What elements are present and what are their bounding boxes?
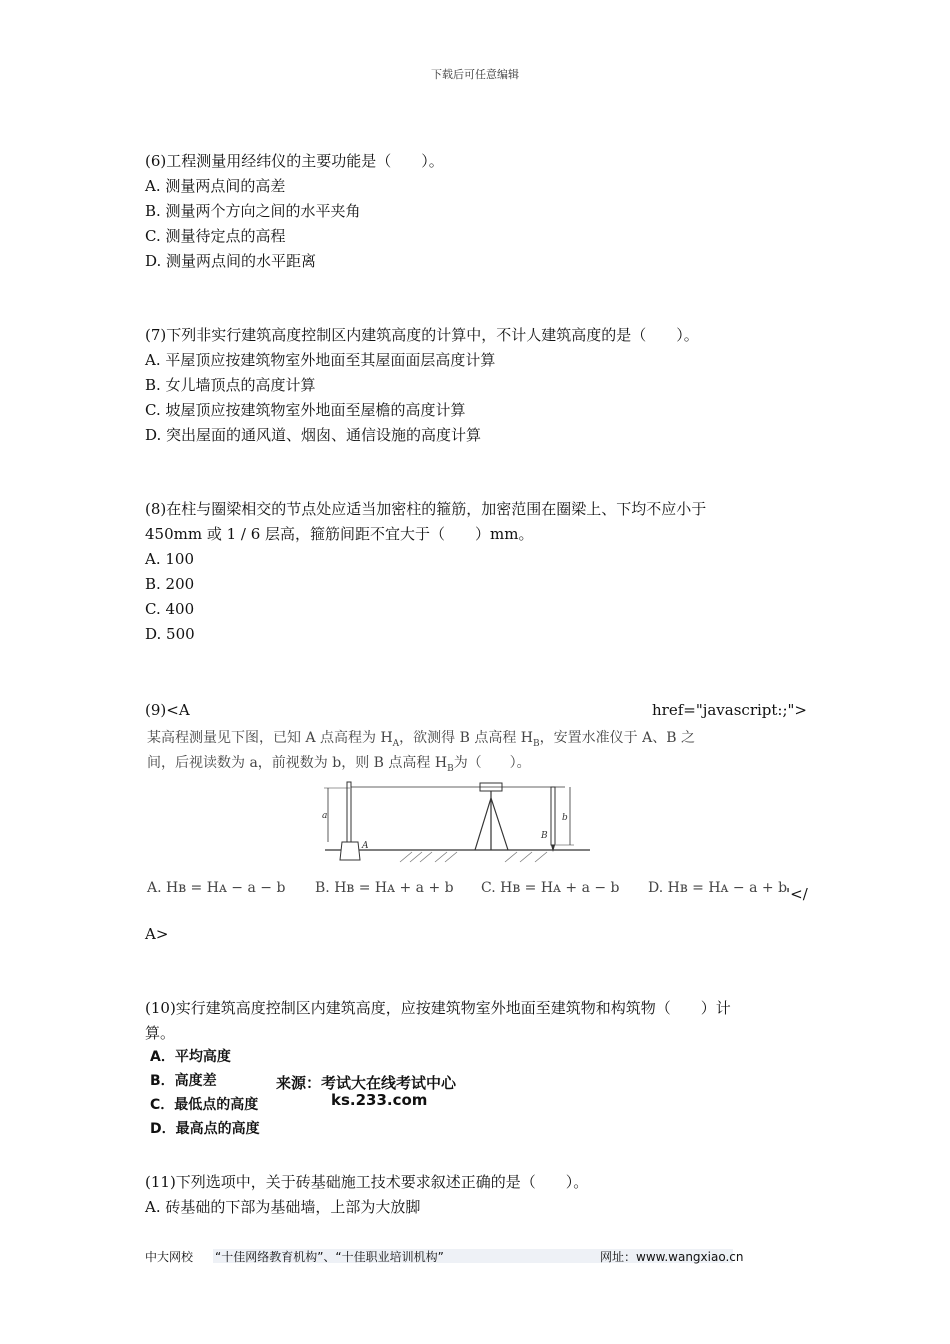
question-9-tail-1: '</ [786,885,808,903]
page-footer [145,1248,810,1266]
question-8-option-b: B. 200 [145,575,195,593]
question-10-option-a: A．平均高度 [150,1049,231,1065]
question-6-option-b: B. 测量两个方向之间的水平夹角 [145,202,361,220]
question-7-stem: (7)下列非实行建筑高度控制区内建筑高度的计算中，不计人建筑高度的是（ ）。 [145,326,699,344]
question-8-option-a: A. 100 [145,550,194,568]
figure-choice-b: B. Hʙ = Hᴀ + a + b [315,880,454,896]
question-8-stem-line2: 450mm 或 1 / 6 层高，箍筋间距不宜大于（ ）mm。 [145,525,534,543]
question-7-option-c: C. 坡屋顶应按建筑物室外地面至屋檐的高度计算 [145,401,466,419]
question-8-option-c: C. 400 [145,600,195,618]
figure-choice-c: C. Hʙ = Hᴀ + a − b [481,880,620,896]
question-6-option-a: A. 测量两点间的高差 [145,177,286,195]
footer-website[interactable]: 网址：www.wangxiao.cn [600,1250,744,1264]
question-11-stem: (11)下列选项中，关于砖基础施工技术要求叙述正确的是（ ）。 [145,1173,589,1191]
question-7-option-b: B. 女儿墙顶点的高度计算 [145,376,316,394]
question-9-prefix: (9)<A [145,701,190,719]
page-header-note: 下载后可任意编辑 [431,68,519,81]
figure-choice-d: D. Hʙ = Hᴀ − a + b [648,880,788,896]
figure-choice-a: A. Hʙ = Hᴀ − a − b [147,880,286,896]
label-a: a [322,811,328,821]
question-8-stem-line1: (8)在柱与圈梁相交的节点处应适当加密柱的箍筋，加密范围在圈梁上、下均不应小于 [145,500,707,518]
source-watermark-line2: ks.233.com [331,1091,428,1109]
question-7-option-d: D. 突出屋面的通风道、烟囱、通信设施的高度计算 [145,426,482,444]
question-6-stem: (6)工程测量用经纬仪的主要功能是（ ）。 [145,152,444,170]
question-6-option-c: C. 测量待定点的高程 [145,227,286,245]
label-point-a: A [362,841,369,851]
question-7-option-a: A. 平屋顶应按建筑物室外地面至其屋面面层高度计算 [145,351,496,369]
question-10-option-c: C．最低点的高度 [150,1097,259,1113]
question-10-stem-line1: (10)实行建筑高度控制区内建筑高度，应按建筑物室外地面至建筑物和构筑物（ ）计 [145,999,731,1017]
question-9-figure [145,725,810,900]
label-b: b [562,813,568,823]
question-9-tail-2: A> [145,925,169,943]
footer-slogan: “十佳网络教育机构”、“十佳职业培训机构” [215,1250,444,1264]
leveling-diagram [320,780,595,870]
question-10-stem-line2: 算。 [145,1024,176,1042]
source-watermark-line1: 来源：考试大在线考试中心 [276,1074,457,1092]
question-11-option-a: A. 砖基础的下部为基础墙，上部为大放脚 [145,1198,421,1216]
figure-text-line2: 间，后视读数为 a，前视数为 b，则 B 点高程 $H_B$为（ ）。 [147,755,531,774]
question-10-option-b: B．高度差 [150,1073,217,1089]
question-8-option-d: D. 500 [145,625,195,643]
question-9-href-text: href="javascript:;"> [651,701,807,719]
question-10-option-d: D．最高点的高度 [150,1121,260,1137]
question-6-option-d: D. 测量两点间的水平距离 [145,252,317,270]
figure-text-line1: 某高程测量见下图，已知 A 点高程为 $H_A$，欲测得 B 点高程 $H_B$，安置水准仪于 A、B 之 [147,730,695,749]
label-point-b: B [541,831,548,841]
footer-brand: 中大网校 [145,1250,194,1264]
